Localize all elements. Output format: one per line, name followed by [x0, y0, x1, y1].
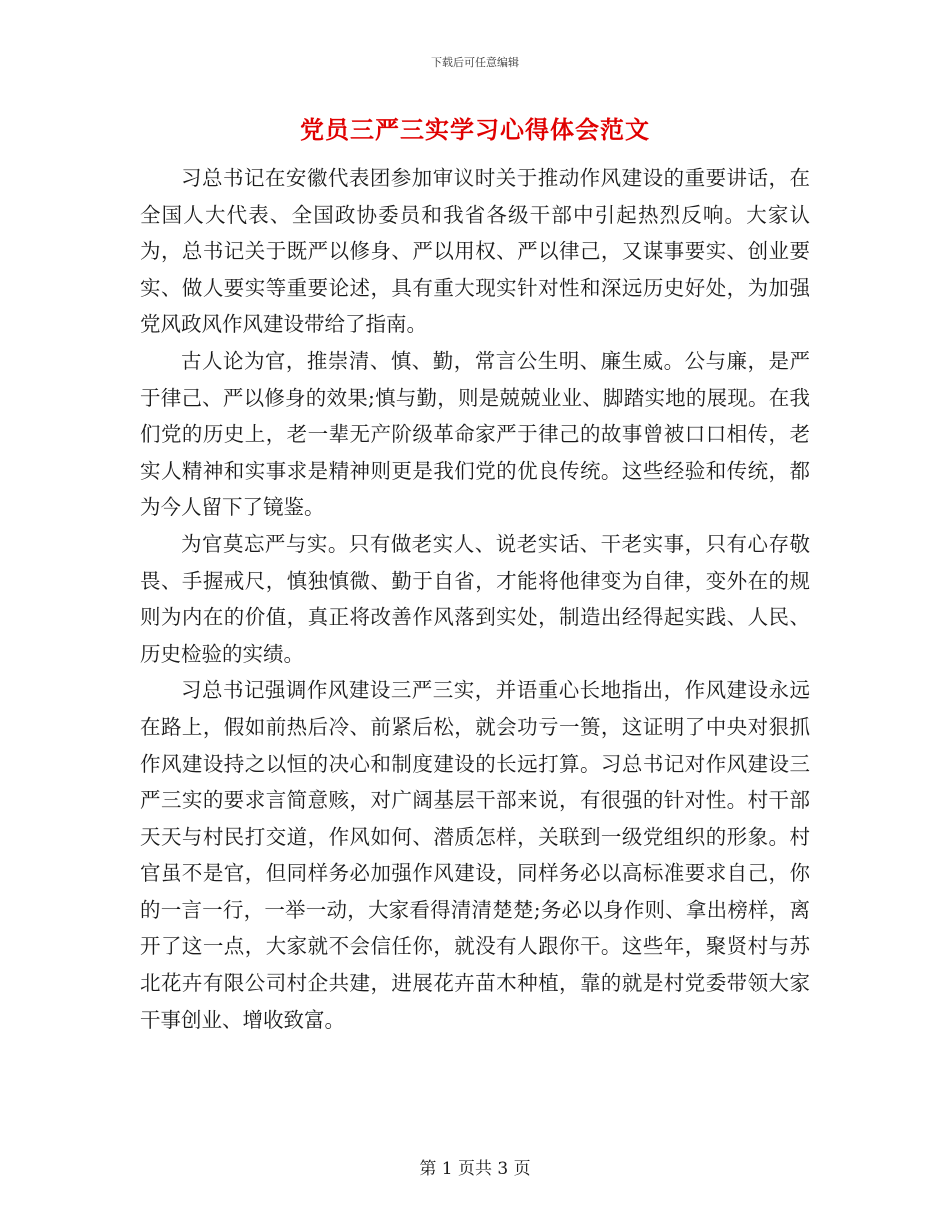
body-paragraph: 习总书记强调作风建设三严三实，并语重心长地指出，作风建设永远在路上，假如前热后冷、前紧后松，就会功亏一篑，这证明了中央对狠抓作风建设持之以恒的决心和制度建设的长远打算。习总书记对作风建设三严三实的要求言简意赅，对广阔基层干部来说，有很强的针对性。村干部天天与村民打交道，作风如何、潜质怎样，关联到一级党组织的形象。村官虽不是官，但同样务必加强作风建设，同样务必以高标准要求自己，你的一言一行，一举一动，大家看得清清楚楚;务必以身作则、拿出榜样，离开了这一点，大家就不会信任你，就没有人跟你干。这些年，聚贤村与苏北花卉有限公司村企共建，进展花卉苗木种植，靠的就是村党委带领大家干事创业、增收致富。: [140, 678, 810, 1032]
page-header-note: 下载后可任意编辑: [431, 56, 519, 69]
body-paragraph: 习总书记在安徽代表团参加审议时关于推动作风建设的重要讲话，在全国人大代表、全国政协委员和我省各级干部中引起热烈反响。大家认为，总书记关于既严以修身、严以用权、严以律己，又谋事要实、创业要实、做人要实等重要论述，具有重大现实针对性和深远历史好处，为加强党风政风作风建设带给了指南。: [140, 166, 810, 337]
body-paragraph: 为官莫忘严与实。只有做老实人、说老实话、干老实事，只有心存敬畏、手握戒尺，慎独慎微、勤于自省，才能将他律变为自律，变外在的规则为内在的价值，真正将改善作风落到实处，制造出经得起实践、人民、历史检验的实绩。: [140, 531, 810, 666]
document-body: [140, 160, 810, 1038]
document-title: 党员三严三实学习心得体会范文: [300, 115, 650, 144]
body-paragraph: 古人论为官，推崇清、慎、勤，常言公生明、廉生威。公与廉，是严于律己、严以修身的效果;慎与勤，则是兢兢业业、脚踏实地的展现。在我们党的历史上，老一辈无产阶级革命家严于律己的故事曾被口口相传，老实人精神和实事求是精神则更是我们党的优良传统。这些经验和传统，都为今人留下了镜鉴。: [140, 348, 810, 520]
page-number-footer: 第 1 页共 3 页: [419, 1159, 531, 1179]
